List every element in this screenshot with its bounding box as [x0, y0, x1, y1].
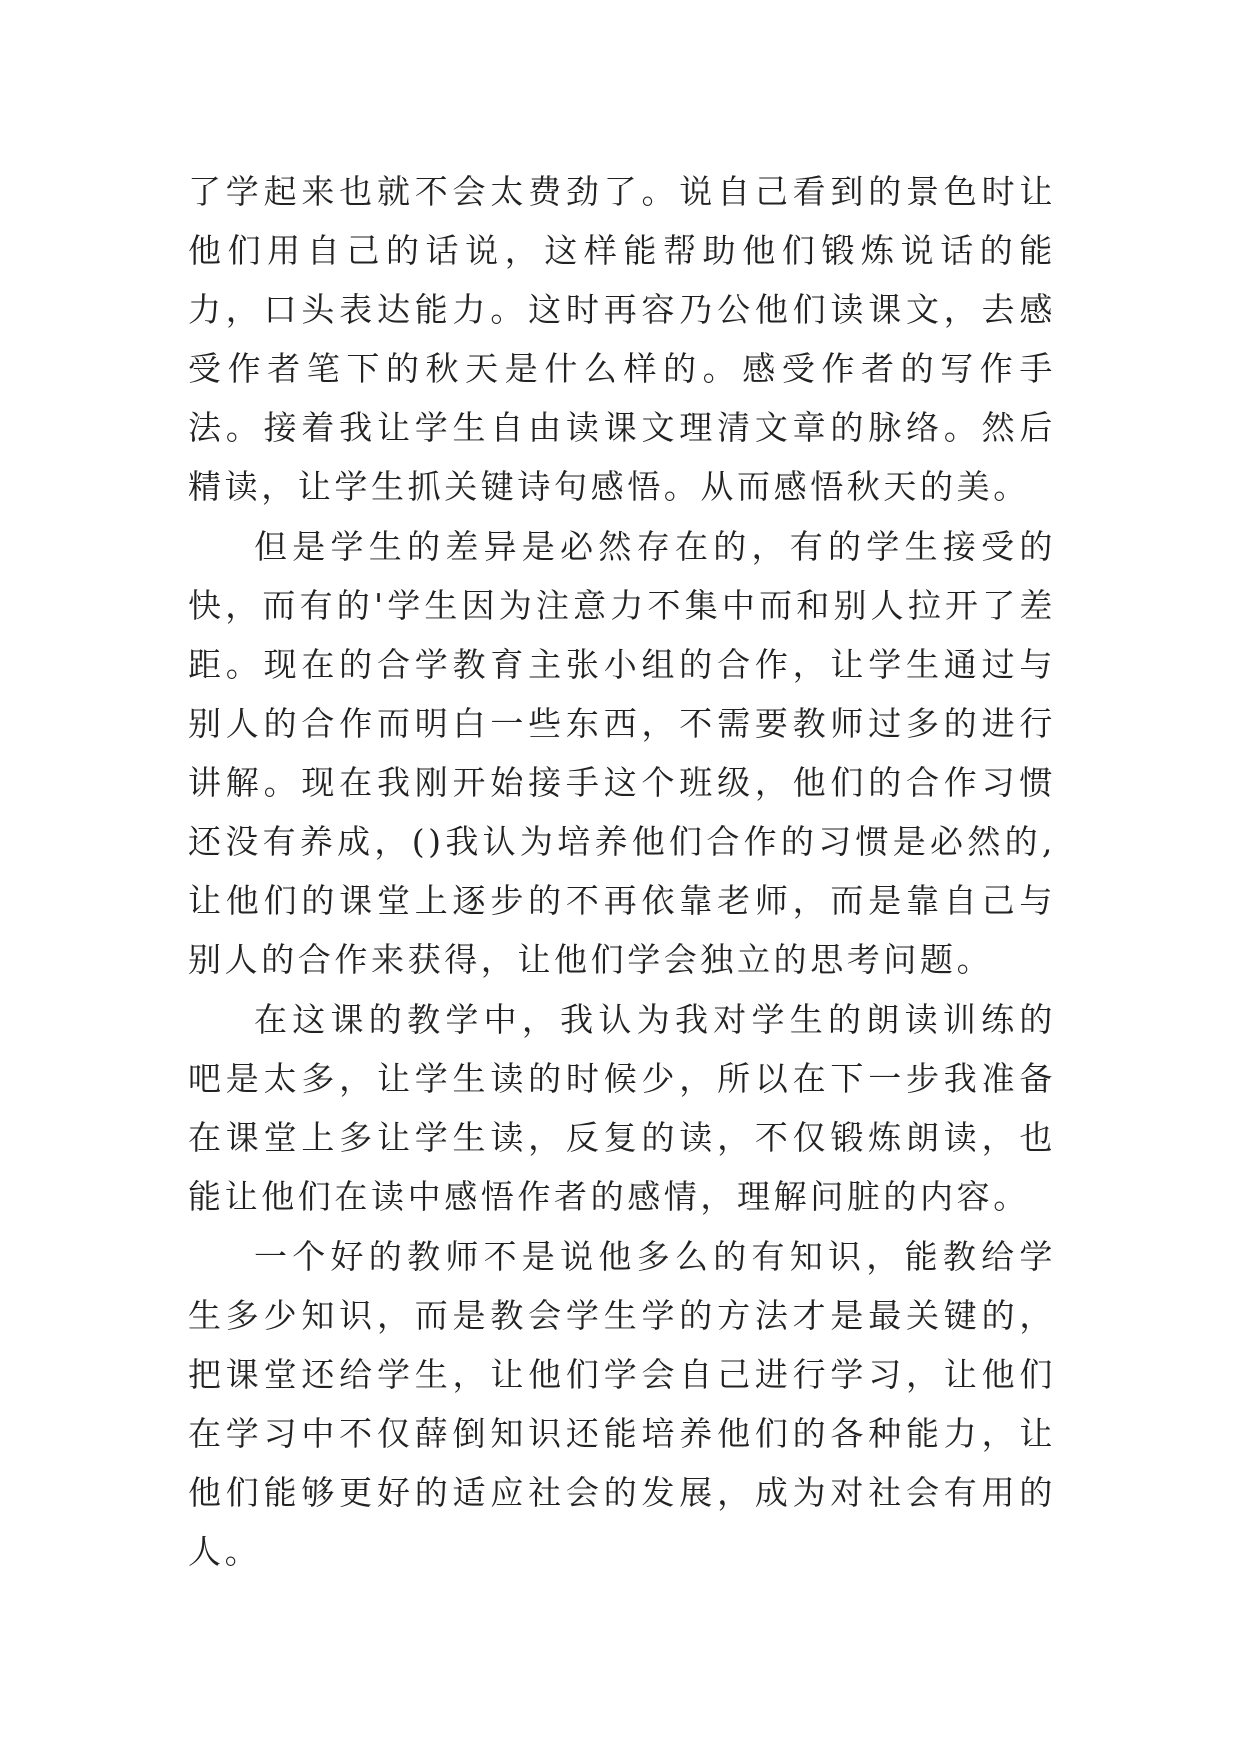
paragraph-2: 但是学生的差异是必然存在的，有的学生接受的快，而有的'学生因为注意力不集中而和别人拉开了差距。现在的合学教育主张小组的合作，让学生通过与别人的合作而明白一些东西，不需要教师过多的进行讲解。现在我刚开始接手这个班级，他们的合作习惯还没有养成，()我认为培养他们合作的习惯是必然的,让他们的课堂上逐步的不再依靠老师，而是靠自己与别人的合作来获得，让他们学会独立的思考问题。 [188, 527, 1056, 979]
paragraph-4: 一个好的教师不是说他多么的有知识，能教给学生多少知识，而是教会学生学的方法才是最关键的，把课堂还给学生，让他们学会自己进行学习，让他们在学习中不仅薛倒知识还能培养他们的各种能力，让他们能够更好的适应社会的发展，成为对社会有用的人。 [188, 1237, 1056, 1571]
paragraph-3: 在这课的教学中，我认为我对学生的朗读训练的吧是太多，让学生读的时候少，所以在下一步我准备在课堂上多让学生读，反复的读，不仅锻炼朗读，也能让他们在读中感悟作者的感情，理解问脏的内容。 [188, 1000, 1056, 1216]
paragraph-1: 了学起来也就不会太费劲了。说自己看到的景色时让他们用自己的话说，这样能帮助他们锻炼说话的能力，口头表达能力。这时再容乃公他们读课文，去感受作者笔下的秋天是什么样的。感受作者的写作手法。接着我让学生自由读课文理清文章的脉络。然后精读，让学生抓关键诗句感悟。从而感悟秋天的美。 [188, 172, 1056, 506]
body-text [188, 162, 1056, 1582]
